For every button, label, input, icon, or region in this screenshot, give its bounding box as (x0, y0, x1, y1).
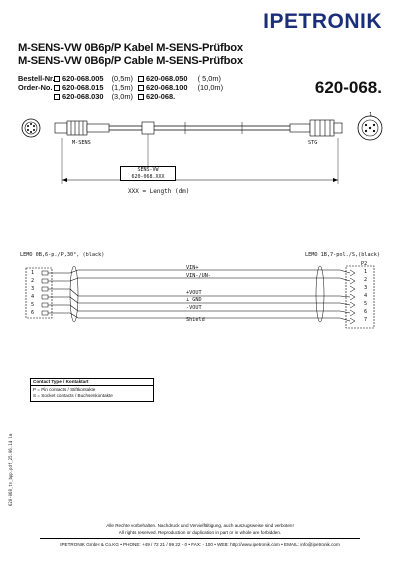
right-pin: 1 (364, 269, 368, 275)
label-stg: STG (308, 140, 318, 146)
title-english: M-SENS-VW 0B6p/P Cable M-SENS-Prüfbox (18, 55, 243, 67)
right-pin: 6 (364, 309, 368, 315)
part-number: 620-068. (314, 78, 382, 97)
checkbox (138, 85, 144, 91)
footer-divider (40, 538, 360, 539)
p2-label: P2 (361, 261, 368, 267)
signal-vin-minus: VIN-/UN- (186, 273, 211, 279)
right-pin-numbers (364, 268, 367, 324)
left-pin: 1 (31, 270, 35, 276)
order-label-en: Order-No. (18, 83, 53, 92)
checkbox (138, 76, 144, 82)
right-connector-label: LEMO 1B,7-pol./S,(black) (305, 252, 380, 258)
checkbox (54, 85, 60, 91)
left-pin: 6 (31, 310, 35, 316)
checkbox (138, 94, 144, 100)
signal-gnd: ⊥ GND (186, 297, 202, 303)
order-row: 620-068.050 ( 5,0m) (138, 74, 223, 83)
order-row: 620-068.005 (0,5m) (54, 74, 133, 83)
order-row: 620-068. (138, 92, 223, 101)
left-pin: 3 (31, 286, 35, 292)
left-pin: 5 (31, 302, 35, 308)
right-plug (290, 120, 342, 136)
right-pin: 5 (364, 301, 368, 307)
title-german: M-SENS-VW 0B6p/P Kabel M-SENS-Prüfbox (18, 42, 243, 54)
company-logo: IPETRONIK (263, 10, 382, 33)
contact-type-pin: P = Pin contacts / Stiftkontakte (33, 387, 96, 393)
signal-vin-plus: VIN+ (186, 265, 199, 271)
left-connector-label: LEMO 0B,6-p./P,30°, (black) (20, 252, 105, 258)
signal-vout-minus: -VOUT (186, 305, 202, 311)
checkbox (54, 76, 60, 82)
contact-type-title: Contact Type / Kontaktart (31, 379, 153, 386)
order-label-de: Bestell-Nr. (18, 74, 55, 83)
cable-drawing (0, 108, 400, 198)
left-pin: 4 (31, 294, 35, 300)
rights-german: Alle Rechte vorbehalten. Nachdruck und Vervielfältigung, auch auszugsweise sind verboten! (106, 523, 294, 528)
right-pin: 7 (364, 317, 368, 323)
length-note: XXX = Length (dm) (128, 188, 190, 195)
right-pin: 2 (364, 277, 368, 283)
order-row: 620-068.015 (1,5m) (54, 83, 133, 92)
checkbox (54, 94, 60, 100)
left-plug (55, 121, 109, 135)
document-reference: 620-068_tn_bpp.pdf_25.06.14 lm (8, 433, 13, 506)
right-pin: 3 (364, 285, 368, 291)
cable-label-box: SENS-VW 620-068.XXX (120, 166, 176, 181)
signal-shield: Shield (186, 317, 205, 323)
right-pin: 4 (364, 293, 368, 299)
label-m-sens: M-SENS (72, 140, 91, 146)
cable-sleeve (142, 122, 154, 134)
order-column-2 (138, 74, 223, 101)
order-row: 620-068.030 (3,0m) (54, 92, 133, 101)
signal-vout-plus: +VOUT (186, 290, 202, 296)
left-pin-numbers (31, 269, 34, 317)
rights-english: All rights reserved. Reproduction or duplication in part or in whole are forbidden. (118, 530, 282, 535)
footer-contact: IPETRONIK GmbH & Co.KG • PHONE: +49 / 72 21 / 99 22 - 0 • FAX: - 100 • WEB: http://www.ipetronik.com • EMAIL: info@ipetronik.com (60, 542, 340, 547)
contact-type-socket: S = Socket contacts / Buchsenkontakte (33, 393, 113, 399)
order-labels (18, 74, 55, 92)
order-row: 620-068.100 (10,0m) (138, 83, 223, 92)
left-pin: 2 (31, 278, 35, 284)
order-column-1 (54, 74, 133, 101)
contact-type-legend (30, 378, 154, 402)
right-pin-number: 1 (369, 112, 373, 118)
